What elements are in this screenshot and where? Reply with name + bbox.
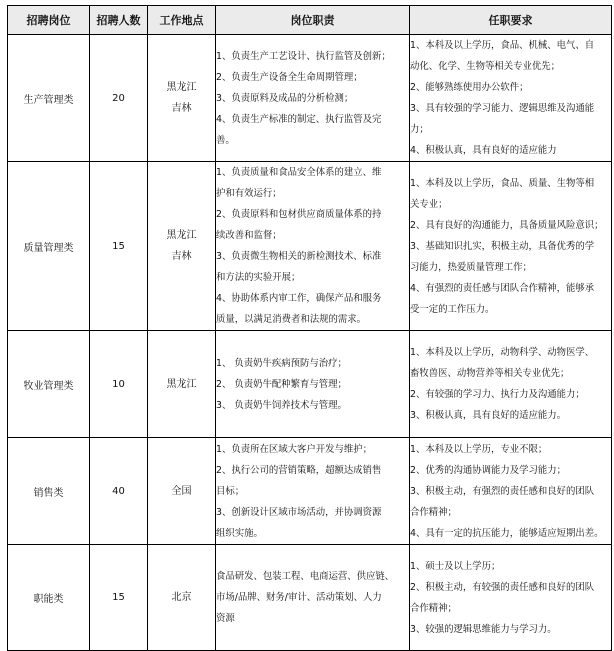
duty-line: 目标； — [216, 485, 245, 497]
duty-line: 组织实施。 — [216, 527, 263, 539]
requirement-line: 2、能够熟练使用办公软件； — [410, 82, 529, 93]
header-position: 招聘岗位 — [8, 6, 90, 35]
requirement-line: 合作精神； — [410, 506, 457, 518]
requirement-line: 1、本科及以上学历，食品、机械、电气、自 — [410, 40, 595, 51]
duties-cell — [216, 162, 410, 331]
position-cell: 牧业管理类 — [8, 331, 90, 438]
requirement-line: 3、较强的逻辑思维能力与学习力。 — [410, 623, 557, 635]
header-count: 招聘人数 — [90, 6, 148, 35]
count-cell: 15 — [90, 162, 148, 331]
requirement-line: 合作精神； — [410, 602, 457, 614]
requirements-cell — [410, 438, 612, 545]
duty-line: 4、协助体系内审工作，确保产品和服务 — [216, 293, 382, 304]
count-cell: 15 — [90, 545, 148, 651]
header-duties: 岗位职责 — [216, 6, 410, 35]
position-cell: 生产管理类 — [8, 35, 90, 162]
duties-cell — [216, 331, 410, 438]
duty-line: 续改善和监督； — [216, 230, 282, 241]
requirement-line: 3、基础知识扎实，积极主动，具备优秀的学 — [410, 240, 595, 252]
duty-line: 4、负责生产标准的制定、执行监管及完 — [216, 113, 382, 125]
requirement-line: 2、有较强的学习力、执行力及沟通能力； — [410, 389, 585, 400]
duty-line: 2、负责原料和包材供应商质量体系的持 — [216, 209, 382, 220]
requirement-line: 4、积极认真，具有良好的适应能力 — [410, 145, 557, 156]
duty-line: 3、负责原料及成品的分析检测； — [216, 92, 354, 104]
requirement-line: 1、本科及以上学历，食品、质量、生物等相 — [410, 177, 595, 189]
duties-cell — [216, 35, 410, 162]
location-line: 吉林 — [171, 251, 192, 262]
header-requirements: 任职要求 — [410, 6, 612, 35]
count-cell: 10 — [90, 331, 148, 438]
requirements-cell — [410, 545, 612, 651]
duty-line: 3、创新设计区域市场活动，并协调资源 — [216, 506, 382, 518]
requirement-line: 3、积极认真，具有良好的适应能力。 — [410, 410, 566, 421]
location-cell — [148, 162, 216, 331]
requirements-cell — [410, 35, 612, 162]
duty-line: 2、负责生产设备全生命周期管理； — [216, 71, 363, 83]
duty-line: 善。 — [216, 134, 235, 146]
table-row — [8, 331, 612, 438]
location-line: 黑龙江 — [166, 378, 197, 390]
duties-cell — [216, 545, 410, 651]
duty-line: 1、负责所在区域大客户开发与维护； — [216, 443, 372, 455]
requirement-line: 4、有强烈的责任感与团队合作精神，能够承 — [410, 282, 595, 294]
location-cell — [148, 35, 216, 162]
requirement-line: 2、积极主动，有较强的责任感和良好的团队 — [410, 581, 595, 593]
requirement-line: 关专业； — [410, 198, 448, 210]
duty-line: 1、 负责奶牛疾病预防与治疗； — [216, 357, 347, 369]
requirement-line: 3、积极主动，有强烈的责任感和良好的团队 — [410, 485, 595, 497]
table-row — [8, 438, 612, 545]
location-cell — [148, 438, 216, 545]
requirement-line: 1、本科及以上学历，动物科学、动物医学、 — [410, 347, 595, 358]
duty-line: 1、负责生产工艺设计、执行监管及创新； — [216, 50, 391, 62]
requirement-line: 4、具有一定的抗压能力，能够适应短期出差。 — [410, 527, 604, 539]
duty-line: 资源 — [216, 613, 235, 624]
duty-line: 食品研发、包装工程、电商运营、供应链、 — [216, 571, 395, 582]
duty-line: 3、负责微生物相关的新检测技术、标准 — [216, 251, 382, 262]
duty-line: 1、负责质量和食品安全体系的建立、维 — [216, 167, 382, 178]
recruitment-table — [7, 5, 612, 651]
header-location: 工作地点 — [148, 6, 216, 35]
table-row — [8, 545, 612, 651]
requirement-line: 2、优秀的沟通协调能力及学习能力； — [410, 464, 566, 476]
requirement-line: 1、本科及以上学历，专业不限； — [410, 443, 548, 455]
duty-line: 质量，以满足消费者和法规的需求。 — [216, 314, 367, 325]
location-cell — [148, 545, 216, 651]
requirement-line: 习能力，热爱质量管理工作； — [410, 261, 532, 273]
header-row — [8, 6, 612, 35]
requirement-line: 力； — [410, 124, 429, 135]
position-cell: 销售类 — [8, 438, 90, 545]
duty-line: 市场/品牌、财务/审计、活动策划、人力 — [216, 592, 382, 603]
requirement-line: 畜牧兽医、动物营养等相关专业优先； — [410, 368, 570, 379]
duties-cell — [216, 438, 410, 545]
requirement-line: 3、具有较强的学习能力、逻辑思维及沟通能 — [410, 103, 595, 114]
requirement-line: 1、硕士及以上学历； — [410, 560, 501, 572]
location-line: 吉林 — [171, 103, 192, 114]
requirement-line: 受一定的工作压力。 — [410, 303, 495, 315]
location-line: 黑龙江 — [166, 82, 197, 93]
duty-line: 2、 负责奶牛配种繁育与管理； — [216, 378, 347, 390]
count-cell: 20 — [90, 35, 148, 162]
table-row — [8, 35, 612, 162]
count-cell: 40 — [90, 438, 148, 545]
requirement-line: 2、具有良好的沟通能力，具备质量风险意识； — [410, 219, 604, 231]
requirement-line: 动化、化学、生物等相关专业优先； — [410, 61, 561, 72]
location-cell — [148, 331, 216, 438]
requirements-cell — [410, 331, 612, 438]
requirements-cell — [410, 162, 612, 331]
location-line: 黑龙江 — [166, 230, 197, 241]
position-cell: 职能类 — [8, 545, 90, 651]
location-line: 北京 — [171, 592, 192, 603]
duty-line: 3、 负责奶牛饲养技术与管理。 — [216, 399, 347, 411]
duty-line: 2、执行公司的营销策略，超额达成销售 — [216, 464, 382, 476]
position-cell: 质量管理类 — [8, 162, 90, 331]
location-line: 全国 — [171, 485, 192, 497]
duty-line: 和方法的实验开展； — [216, 272, 301, 283]
table-row — [8, 162, 612, 331]
duty-line: 护和有效运行； — [216, 188, 282, 199]
